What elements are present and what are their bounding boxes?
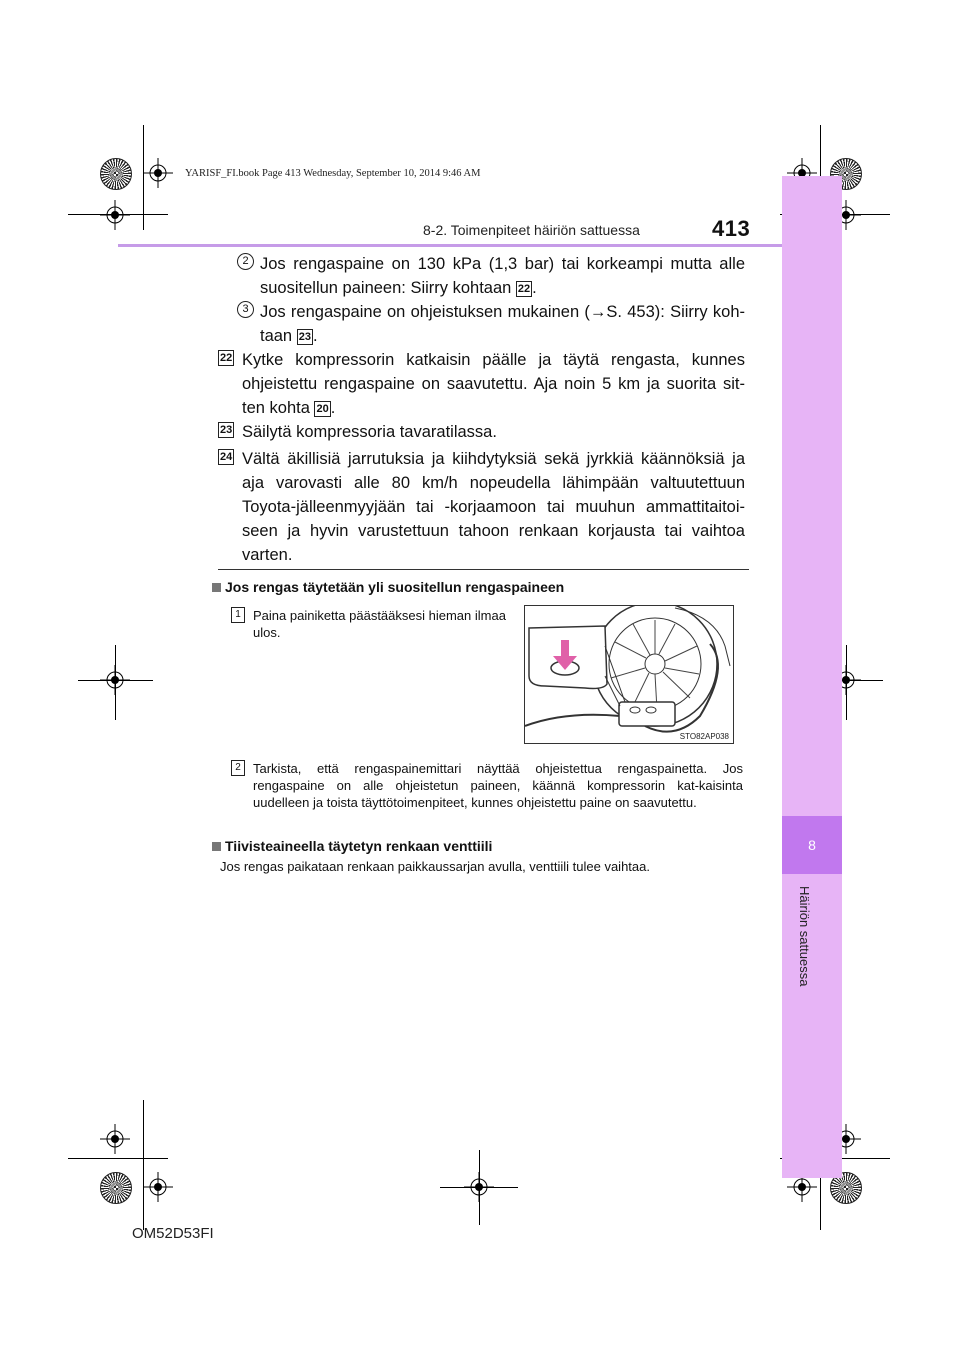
item-number-1: 1	[231, 607, 245, 623]
sunburst-mark	[100, 1172, 132, 1204]
chapter-label: Häiriön sattuessa	[797, 886, 812, 987]
page-number: 413	[712, 216, 751, 241]
item-1-text: Paina painiketta päästääksesi hieman ilmaa ulos.	[253, 608, 506, 640]
step-number-23: 23	[220, 424, 233, 436]
compressor-illustration	[524, 605, 734, 744]
sunburst-mark	[100, 158, 132, 190]
chapter-side-tab	[782, 176, 842, 1178]
item-number-2: 2	[231, 760, 245, 776]
section-2-text: Jos rengas paikataan renkaan paikkaussarjan avulla, venttiili tulee vaihtaa.	[220, 859, 650, 874]
square-bullet-icon	[212, 842, 221, 851]
registration-mark	[100, 200, 130, 230]
header-rule	[118, 244, 782, 247]
chapter-number: 8	[782, 816, 842, 874]
section-title: 8-2. Toimenpiteet häiriön sattuessa	[423, 222, 640, 238]
step-3-text: Jos rengaspaine on ohjeistuksen mukainen (→S. 453): Siirry koh-taan 23 .	[260, 303, 745, 345]
step-number-24: 24	[220, 451, 233, 463]
registration-mark	[100, 665, 130, 695]
step-marker-2: 2	[237, 253, 254, 270]
registration-mark	[464, 1172, 494, 1202]
image-code: STO82AP038	[679, 732, 729, 741]
step-22-text: Kytke kompressorin katkaisin päälle ja täytä rengasta, kunnes ohjeistettu rengaspaine on saavutettu. Aja noin 5 km ja suorita sit-ten kohta 20 .	[242, 351, 745, 417]
item-2-text: Tarkista, että rengaspainemittari näyttää ohjeistettua rengaspainetta. Jos rengaspaine on alle ohjeistetun paineen, käännä kompressorin kat-kaisinta uudelleen ja toista täyttötoimenpiteet, kunnes ohjeistettu paine on saavutettu.	[253, 761, 743, 810]
step-ref-20: 20	[316, 403, 329, 415]
document-code: OM52D53FI	[132, 1225, 214, 1242]
step-ref-23: 23	[298, 331, 311, 343]
step-marker-3: 3	[237, 301, 254, 318]
tire-compressor-drawing	[525, 606, 733, 743]
section-divider	[218, 569, 749, 570]
book-info-line: YARISF_FI.book Page 413 Wednesday, September 10, 2014 9:46 AM	[185, 168, 481, 179]
step-number-22: 22	[220, 352, 233, 364]
section-heading-valve: Tiivisteaineella täytetyn renkaan venttiili	[212, 838, 492, 854]
registration-mark	[143, 158, 173, 188]
registration-mark	[143, 1172, 173, 1202]
step-24-text: Vältä äkillisiä jarrutuksia ja kiihdytyksiä sekä jyrkkiä käännöksiä ja aja varovasti alle 80 km/h nopeudella lähimpään valtuutettuun Toyota-jälleenmyyjään tai -korjaamoon tai muuhun ammattitaitoi-seen ja hyvin varustettuun tahoon renkaan korjausta tai vaihtoa varten.	[242, 450, 745, 564]
registration-mark	[100, 1124, 130, 1154]
step-23-text: Säilytä kompressoria tavaratilassa.	[242, 423, 497, 441]
section-heading-overinflation: Jos rengas täytetään yli suositellun rengaspaineen	[212, 579, 564, 595]
step-ref-22: 22	[517, 283, 531, 295]
step-2-text: Jos rengaspaine on 130 kPa (1,3 bar) tai korkeampi mutta alle suositellun paineen: Siirry kohtaan 22 .	[260, 255, 745, 297]
arrow-icon: →	[589, 303, 607, 321]
square-bullet-icon	[212, 583, 221, 592]
